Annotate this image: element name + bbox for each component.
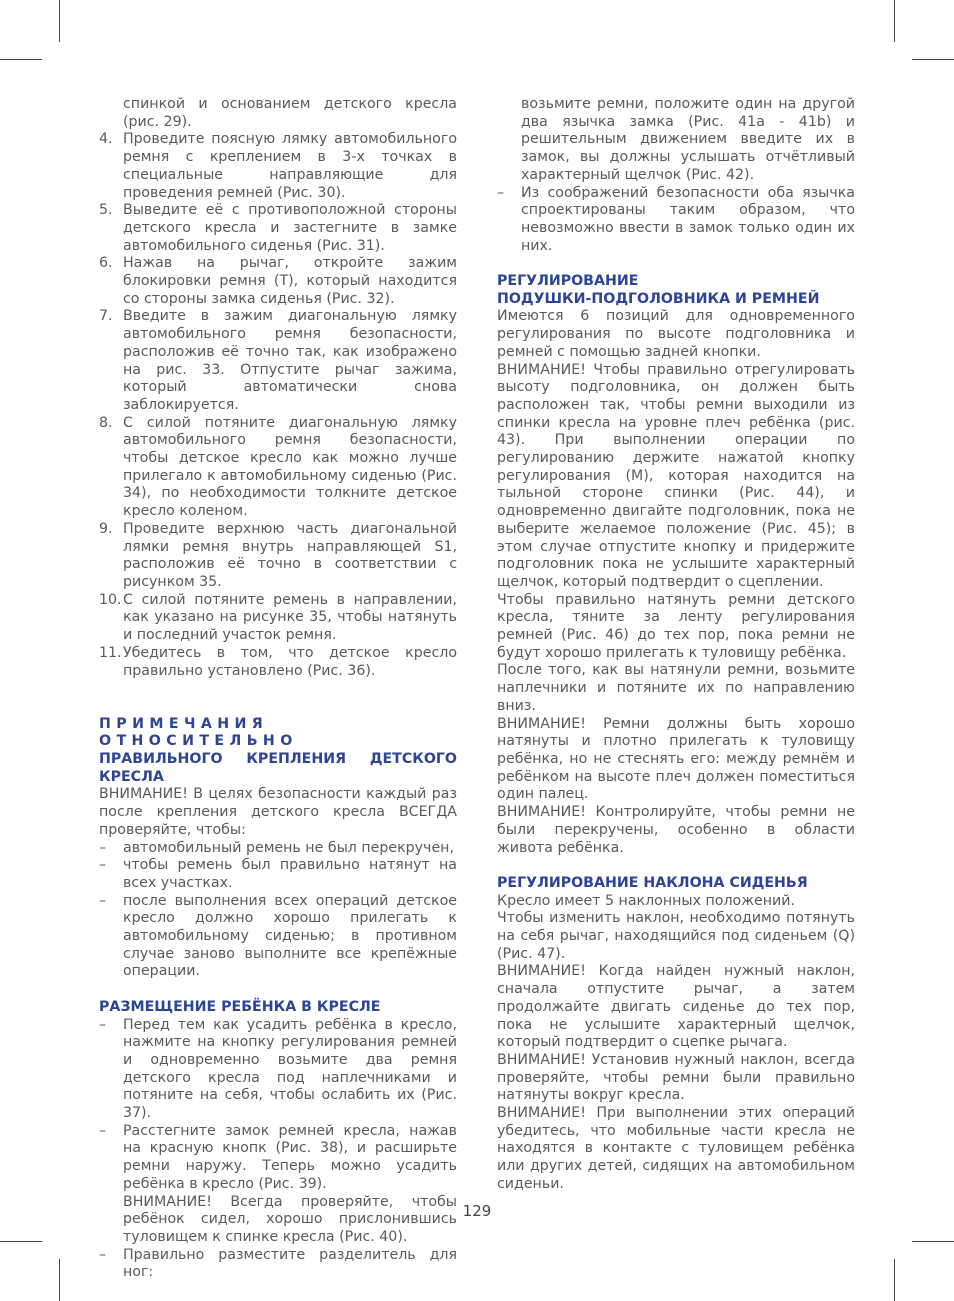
step-item [99, 521, 457, 592]
list-item [99, 1123, 457, 1247]
step-item [99, 592, 457, 645]
step-text: С силой потяните диагональную лямку автомобильного ремня безопасности, чтобы детское кресло как можно лучше прилегало к автомобильному сиденью (Рис. 34), по необходимости толкните детское кресло коленом. [123, 414, 457, 520]
step-text: Проведите поясную лямку автомобильного ремня с креплением в 3-х точках в специальные направляющие для проведения ремней (Рис. 30). [123, 131, 457, 201]
step-text: С силой потяните ремень в направлении, как указано на рисунке 35, чтобы натянуть и последний участок ремня. [123, 591, 457, 644]
paragraph: Чтобы правильно натянуть ремни детского кресла, тяните за ленту регулирования ремней (Рис. 46) до тех пор, пока ремни не будут хорошо прилегать к туловищу ребёнка. [497, 591, 855, 661]
step-text: Убедитесь в том, что детское кресло правильно установлено (Рис. 36). [123, 644, 457, 679]
recline-heading: РЕГУЛИРОВАНИЕ НАКЛОНА СИДЕНЬЯ [497, 874, 808, 891]
crop-mark [59, 0, 60, 42]
paragraph: ВНИМАНИЕ! При выполнении этих операций убедитесь, что мобильные части кресла не находятся в контакте с туловищем ребёнка или других детей, сидящих на автомобильном сиденьи. [497, 1105, 855, 1192]
step-number: 10. [99, 591, 122, 608]
list-item: – чтобы ремень был правильно натянут на всех участках. [99, 857, 457, 892]
crop-mark [912, 59, 954, 60]
placing-heading: РАЗМЕЩЕНИЕ РЕБЁНКА В КРЕСЛЕ [99, 998, 381, 1015]
list-item-text: Правильно разместите разделитель для ног: [123, 1246, 457, 1281]
paragraph: Имеются 6 позиций для одновременного регулирования по высоте подголовника и ремней с помощью задней кнопки. [497, 308, 855, 360]
list-item: – после выполнения всех операций детское кресло должно хорошо прилегать к автомобильному сиденью; в противном случае заново выполните все крепёжные операции. [99, 893, 457, 982]
step-number: 5. [99, 202, 113, 219]
right-column [497, 96, 855, 1194]
notes-list [99, 840, 457, 982]
installation-steps [99, 131, 457, 680]
step-number: 9. [99, 520, 113, 537]
crop-mark [894, 1259, 895, 1301]
step-item [99, 202, 457, 255]
crop-mark [59, 1259, 60, 1301]
paragraph: ВНИМАНИЕ! Когда найден нужный наклон, сначала отпустите рычаг, а затем продолжайте двигать сиденье до тех пор, пока не услышите характерный щелчок, который подтвердит о сцепке рычага. [497, 963, 855, 1051]
crop-mark [0, 59, 42, 60]
list-continuation: возьмите ремни, положите один на другой два язычка замка (Рис. 41a - 41b) и решительным движением введите их в замок, вы должны услышать отчётливый характерный щелчок (Рис. 42). [521, 96, 855, 183]
notes-heading-line2: ПРАВИЛЬНОГО КРЕПЛЕНИЯ ДЕТСКОГО КРЕСЛА [99, 750, 457, 785]
step-text: Нажав на рычаг, откройте зажим блокировки ремня (T), который находится со стороны замка сиденья (Рис. 32). [123, 255, 457, 307]
paragraph: Кресло имеет 5 наклонных положений. [497, 892, 795, 909]
step-number: 11. [99, 644, 122, 661]
crop-mark [0, 1241, 42, 1242]
list-item-text: Расстегните замок ремней кресла, нажав на красную кнопк (Рис. 38), и расширьте ремни наружу. Теперь можно усадить ребёнка в кресло (Рис. 39). [123, 1122, 457, 1192]
step-item [99, 255, 457, 308]
step-number: 6. [99, 255, 113, 272]
step-number: 8. [99, 414, 113, 431]
adjust-heading-line2: ПОДУШКИ-ПОДГОЛОВНИКА И РЕМНЕЙ [497, 290, 820, 307]
adjust-heading: РЕГУЛИРОВАНИЕ [497, 273, 639, 290]
page-number: 129 [462, 1202, 492, 1220]
paragraph: После того, как вы натянули ремни, возьмите наплечники и потяните их по направлению вниз. [497, 662, 855, 714]
paragraph: ВНИМАНИЕ! Чтобы правильно отрегулировать высоту подголовника, он должен быть расположен так, чтобы ремни выходили из спинки кресла на уровне плеч ребёнка (рис. 43). При выполнении операции по регулированию держите нажатой кнопку регулирования (M), которая находится на тыльной стороне спинки (Рис. 44), и одновременно двигайте подголовник, пока не выберите желаемое положение (Рис. 45); в этом случае отпустите кнопку и придержите подголовник пока не услышите характерный щелчок, который подтвердит о сцеплении. [497, 361, 855, 590]
list-item-warning: ВНИМАНИЕ! Всегда проверяйте, чтобы ребёнок сидел, хорошо прислонившись туловищем к спинке кресла (Рис. 40). [123, 1193, 457, 1245]
steps-continuation: спинкой и основанием детского кресла (рис. 29). [123, 96, 457, 130]
list-item-text: Перед тем как усадить ребёнка в кресло, нажмите на кнопку регулирования ремней и одновременно возьмите два ремня детского кресла под наплечниками и потяните на себя, чтобы ослабить их (Рис. 37). [123, 1016, 457, 1122]
paragraph: Чтобы изменить наклон, необходимо потянуть на себя рычаг, находящийся под сиденьем (Q) (Рис. 47). [497, 910, 855, 962]
placing-list [99, 1017, 457, 1283]
step-text: Проведите верхнюю часть диагональной лямки ремня внутрь направляющей S1, расположив её точно в соответствии с рисунком 35. [123, 520, 457, 590]
step-item [99, 415, 457, 521]
step-number: 4. [99, 131, 113, 148]
paragraph: ВНИМАНИЕ! Контролируйте, чтобы ремни не были перекручены, особенно в области живота ребёнка. [497, 804, 855, 856]
step-text: Введите в зажим диагональную лямку автомобильного ремня безопасности, расположив её точно так, как изображено на рис. 33. Отпустите рычаг зажима, который автоматически снова заблокируется. [123, 308, 457, 413]
step-number: 7. [99, 308, 113, 325]
step-item [99, 645, 457, 680]
notes-intro: ВНИМАНИЕ! В целях безопасности каждый раз после крепления детского кресла ВСЕГДА проверяйте, чтобы: [99, 786, 457, 838]
paragraph: ВНИМАНИЕ! Установив нужный наклон, всегда проверяйте, чтобы ремни были правильно натянуты вокруг кресла. [497, 1051, 855, 1104]
step-text: Выведите её с противоположной стороны детского кресла и застегните в замке автомобильного сиденья (Рис. 31). [123, 202, 457, 254]
paragraph: ВНИМАНИЕ! Ремни должны быть хорошо натянуты и плотно прилегать к туловищу ребёнка, но не стеснять его: между ремнём и ребёнком на высоте плеч должен поместиться один палец. [497, 715, 855, 803]
left-column [99, 96, 457, 1282]
list-item: – автомобильный ремень не был перекручен, [99, 840, 457, 858]
list-item [99, 1247, 457, 1282]
step-item [99, 308, 457, 414]
list-item: – Из соображений безопасности оба язычка спроектированы таким образом, что невозможно ввести в замок только один их них. [497, 185, 855, 256]
notes-heading: ПРИМЕЧАНИЯ ОТНОСИТЕЛЬНО [99, 715, 298, 750]
crop-mark [894, 0, 895, 42]
list-item [99, 1017, 457, 1123]
crop-mark [912, 1241, 954, 1242]
tongue-list [497, 185, 855, 256]
step-item [99, 131, 457, 202]
